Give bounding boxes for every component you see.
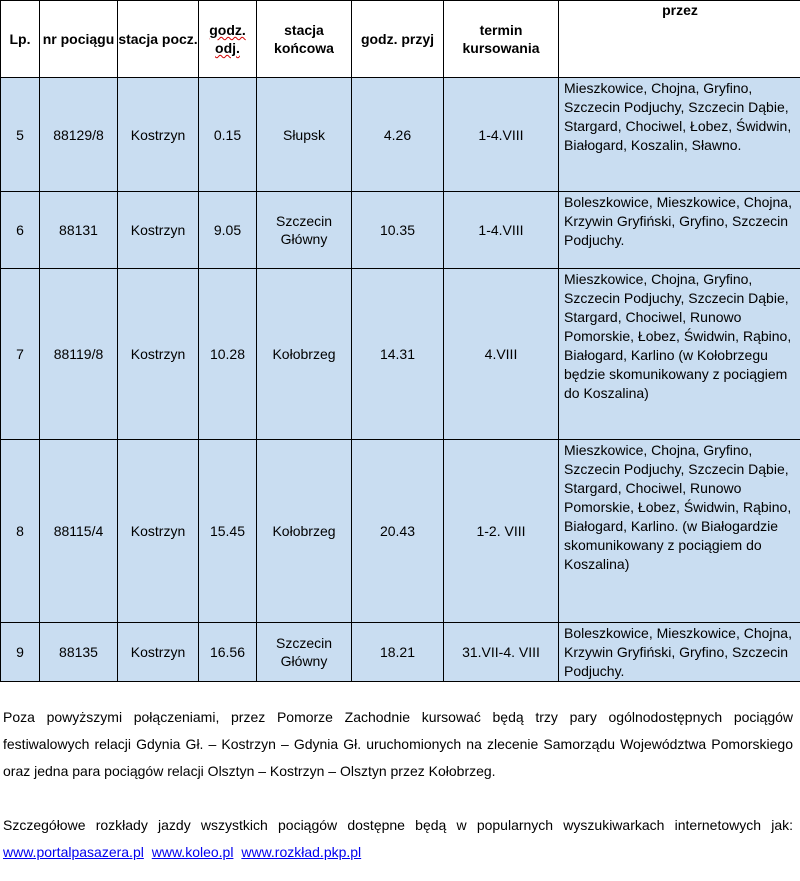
cell-departure: 0.15	[199, 78, 257, 192]
cell-end-station: Słupsk	[257, 78, 352, 192]
cell-via: Mieszkowice, Chojna, Gryfino, Szczecin Podjuchy, Szczecin Dąbie, Stargard, Chociwel, Runowo Pomorskie, Łobez, Świdwin, Rąbino, Białogard, Karlino. (w Białogardzie skomunikowany z pociągiem do Koszalina)	[559, 440, 800, 623]
cell-end-station: Szczecin Główny	[257, 192, 352, 269]
table-row	[1, 440, 800, 623]
header-departure	[199, 1, 257, 78]
header-start-station: stacja pocz.	[118, 1, 199, 78]
cell-end-station: Kołobrzeg	[257, 440, 352, 623]
note-paragraph-timetables	[3, 812, 793, 866]
header-via: przez	[559, 1, 800, 78]
header-train-no: nr pociągu	[40, 1, 118, 78]
cell-start-station: Kostrzyn	[118, 192, 199, 269]
cell-departure: 16.56	[199, 623, 257, 682]
cell-schedule-term: 1-4.VIII	[444, 192, 559, 269]
cell-train-no: 88135	[40, 623, 118, 682]
cell-via: Boleszkowice, Mieszkowice, Chojna, Krzywin Gryfiński, Gryfino, Szczecin Podjuchy.	[559, 623, 800, 682]
cell-via: Boleszkowice, Mieszkowice, Chojna, Krzywin Gryfiński, Gryfino, Szczecin Podjuchy.	[559, 192, 800, 269]
cell-lp: 9	[1, 623, 40, 682]
cell-train-no: 88115/4	[40, 440, 118, 623]
cell-train-no: 88131	[40, 192, 118, 269]
cell-lp: 6	[1, 192, 40, 269]
header-arrival: godz. przyj	[352, 1, 444, 78]
cell-arrival: 20.43	[352, 440, 444, 623]
cell-arrival: 10.35	[352, 192, 444, 269]
header-departure-label: godz. odj.	[209, 22, 246, 56]
cell-lp: 7	[1, 269, 40, 440]
header-schedule-term: termin kursowania	[444, 1, 559, 78]
cell-departure: 10.28	[199, 269, 257, 440]
cell-train-no: 88129/8	[40, 78, 118, 192]
cell-departure: 9.05	[199, 192, 257, 269]
cell-schedule-term: 31.VII-4. VIII	[444, 623, 559, 682]
table-row	[1, 269, 800, 440]
header-lp: Lp.	[1, 1, 40, 78]
link-portalpasazera[interactable]: www.portalpasazera.pl	[3, 844, 144, 860]
cell-end-station: Szczecin Główny	[257, 623, 352, 682]
cell-train-no: 88119/8	[40, 269, 118, 440]
table-header-row	[1, 1, 800, 78]
link-koleo[interactable]: www.koleo.pl	[151, 844, 234, 860]
cell-schedule-term: 1-4.VIII	[444, 78, 559, 192]
cell-via: Mieszkowice, Chojna, Gryfino, Szczecin Podjuchy, Szczecin Dąbie, Stargard, Chociwel, Łobez, Świdwin, Białogard, Koszalin, Sławno.	[559, 78, 800, 192]
link-rozklad-pkp[interactable]: www.rozkład.pkp.pl	[241, 844, 362, 860]
header-end-station: stacja końcowa	[257, 1, 352, 78]
note-paragraph-festival-trains: Poza powyższymi połączeniami, przez Pomorze Zachodnie kursować będą trzy pary ogólnodostępnych pociągów festiwalowych relacji Gdynia Gł. – Kostrzyn – Gdynia Gł. uruchomionych na zlecenie Samorządu Województwa Pomorskiego oraz jedna para pociągów relacji Olsztyn – Kostrzyn – Olsztyn przez Kołobrzeg.	[3, 709, 793, 779]
cell-arrival: 4.26	[352, 78, 444, 192]
cell-arrival: 18.21	[352, 623, 444, 682]
cell-departure: 15.45	[199, 440, 257, 623]
cell-start-station: Kostrzyn	[118, 440, 199, 623]
cell-start-station: Kostrzyn	[118, 623, 199, 682]
cell-lp: 5	[1, 78, 40, 192]
table-row	[1, 78, 800, 192]
note-timetables-text: Szczegółowe rozkłady jazdy wszystkich pociągów dostępne będą w popularnych wyszukiwarkach internetowych jak:	[3, 817, 793, 833]
cell-arrival: 14.31	[352, 269, 444, 440]
table-row	[1, 192, 800, 269]
cell-schedule-term: 4.VIII	[444, 269, 559, 440]
cell-lp: 8	[1, 440, 40, 623]
cell-start-station: Kostrzyn	[118, 78, 199, 192]
cell-via: Mieszkowice, Chojna, Gryfino, Szczecin Podjuchy, Szczecin Dąbie, Stargard, Chociwel, Runowo Pomorskie, Łobez, Świdwin, Rąbino, Białogard, Karlino (w Kołobrzegu będzie skomunikowany z pociągiem do Koszalina)	[559, 269, 800, 440]
table-row	[1, 623, 800, 682]
notes-section	[3, 704, 793, 866]
cell-schedule-term: 1-2. VIII	[444, 440, 559, 623]
cell-end-station: Kołobrzeg	[257, 269, 352, 440]
cell-start-station: Kostrzyn	[118, 269, 199, 440]
